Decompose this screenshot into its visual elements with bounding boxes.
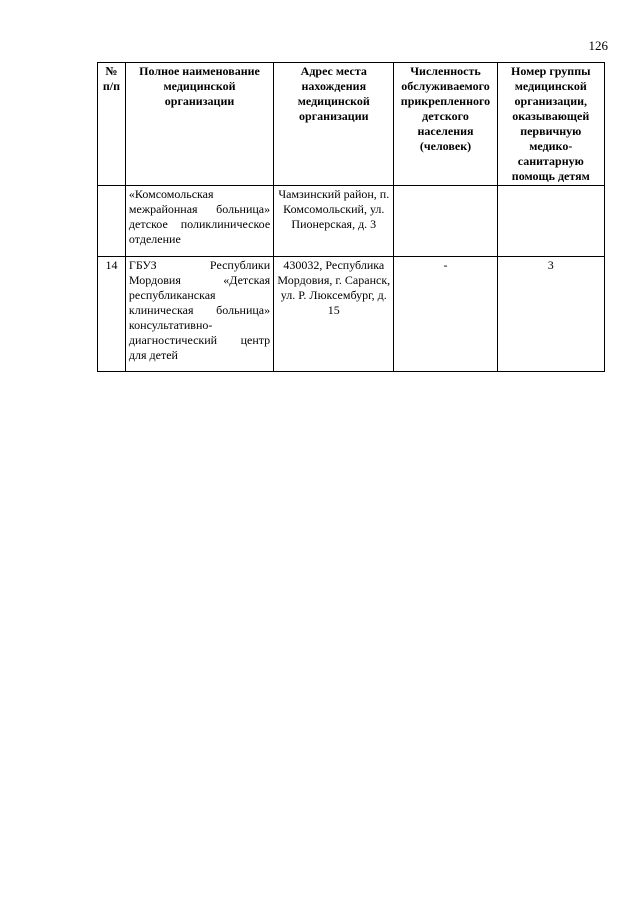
cell-address: Чамзинский район, п. Комсомольский, ул. Пионерская, д. 3 [274,186,394,257]
cell-population: - [394,257,497,372]
cell-group: 3 [497,257,604,372]
table-row [98,186,605,257]
medical-organizations-table [97,62,605,372]
table-row [98,257,605,372]
header-address: Адрес места нахождения медицинской организации [274,63,394,186]
page-number: 126 [588,38,608,53]
header-full-name: Полное наименование медицинской организации [125,63,273,186]
cell-group [497,186,604,257]
cell-name: «Комсомольская межрайонная больница» детское поликлиническое отделение [125,186,273,257]
header-number: № п/п [98,63,126,186]
cell-population [394,186,497,257]
table-header-row [98,63,605,186]
cell-number [98,186,126,257]
cell-number: 14 [98,257,126,372]
header-group-number: Номер группы медицинской организации, оказывающей первичную медико-санитарную помощь детям [497,63,604,186]
cell-name: ГБУЗ Республики Мордовия «Детская республиканская клиническая больница» консультативно-диагностический центр для детей [125,257,273,372]
cell-address: 430032, Республика Мордовия, г. Саранск, ул. Р. Люксембург, д. 15 [274,257,394,372]
header-population: Численность обслуживаемого прикрепленного детского населения (человек) [394,63,497,186]
